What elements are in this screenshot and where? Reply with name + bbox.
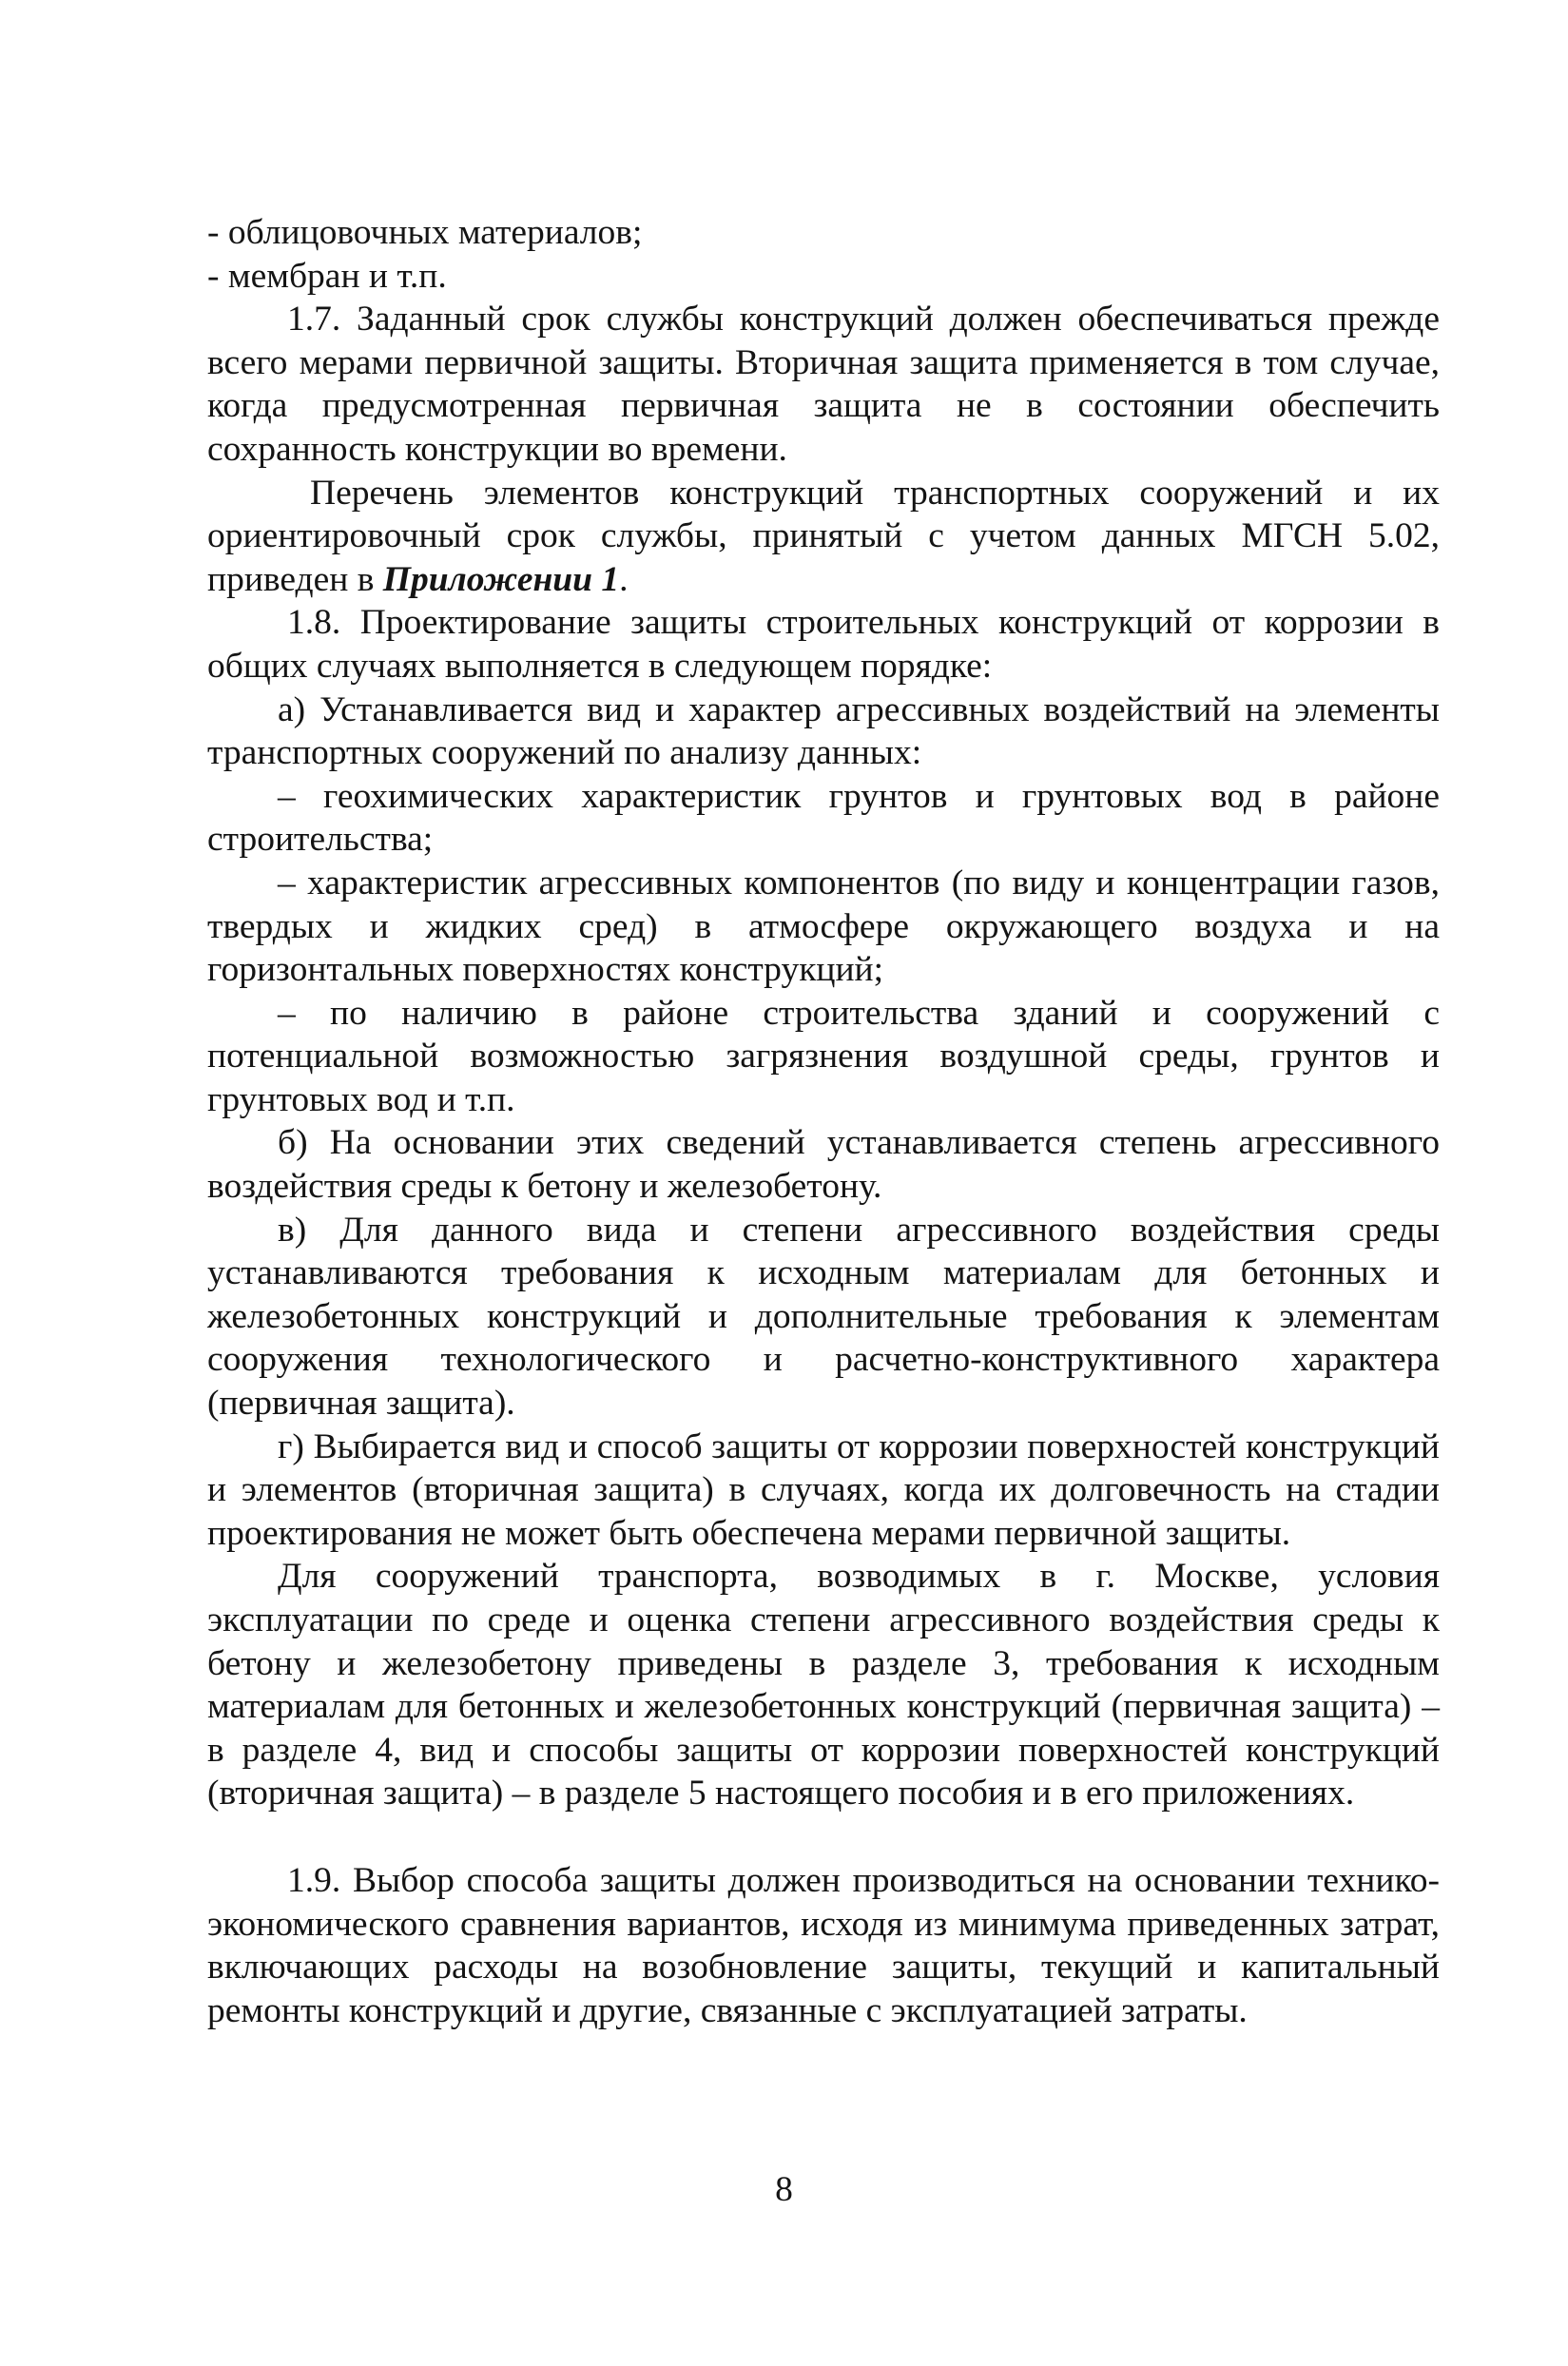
page-number: 8 (775, 2170, 793, 2209)
paragraph-b: б) На основании этих сведений устанавливается степень агрессивного воздействия среды к бетону и железобетону. (207, 1123, 1440, 1207)
paragraph-moscow: Для сооружений транспорта, возводимых в г. Москве, условия эксплуатации по среде и оценка степени агрессивного воздействия среды к бетону и железобетону приведены в разделе 3, требования к исходным материалам для бетонных и железобетонных конструкций (первичная защита) – в разделе 4, вид и способы защиты от коррозии поверхностей конструкций (вторичная защита) – в разделе 5 настоящего пособия и в его приложениях. (207, 1557, 1440, 1813)
paragraph-g: г) Выбирается вид и способ защиты от коррозии поверхностей конструкций и элементов (вторичная защита) в случаях, когда их долговечность на стадии проектирования не может быть обеспечена мерами первичной защиты. (207, 1426, 1440, 1553)
paragraph-1-8: 1.8. Проектирование защиты строительных конструкций от коррозии в общих случаях выполняется в следующем порядке: (207, 603, 1440, 686)
paragraph-element-list (207, 472, 1440, 602)
paragraph-1-7: 1.7. Заданный срок службы конструкций должен обеспечиваться прежде всего мерами первичной защиты. Вторичная защита применяется в том случае, когда предусмотренная первичная защита не в состоянии обеспечить сохранность конструкции во времени. (207, 300, 1440, 469)
list-item: - мембран и т.п. (207, 256, 447, 296)
paragraph-end: . (619, 559, 629, 599)
paragraph-1-9: 1.9. Выбор способа защиты должен производиться на основании технико-экономического сравнения вариантов, исходя из минимума приведенных затрат, включающих расходы на возобновление защиты, текущий и капитальный ремонты конструкций и другие, связанные с эксплуатацией затраты. (207, 1860, 1440, 2030)
appendix-reference: Приложении 1 (382, 559, 620, 599)
dash-item: – по наличию в районе строительства зданий и сооружений с потенциальной возможностью загрязнения воздушной среды, грунтов и грунтовых вод и т.п. (207, 993, 1440, 1119)
paragraph-v: в) Для данного вида и степени агрессивного воздействия среды устанавливаются требования к исходным материалам для бетонных и железобетонных конструкций и дополнительные требования к элементам сооружения технологического и расчетно-конструктивного характера (первичная защита). (207, 1210, 1440, 1424)
paragraph-text: Перечень элементов конструкций транспортных сооружений и их ориентировочный срок службы, принятый с учетом данных МГСН 5.02, приведен в (207, 473, 1440, 599)
dash-item: – геохимических характеристик грунтов и грунтовых вод в районе строительства; (207, 776, 1440, 860)
dash-item: – характеристик агрессивных компонентов (по виду и концентрации газов, твердых и жидких сред) в атмосфере окружающего воздуха и на горизонтальных поверхностях конструкций; (207, 863, 1440, 990)
paragraph-a: а) Устанавливается вид и характер агрессивных воздействий на элементы транспортных сооружений по анализу данных: (207, 689, 1440, 773)
document-page (207, 211, 1440, 2032)
list-item: - облицовочных материалов; (207, 213, 643, 252)
